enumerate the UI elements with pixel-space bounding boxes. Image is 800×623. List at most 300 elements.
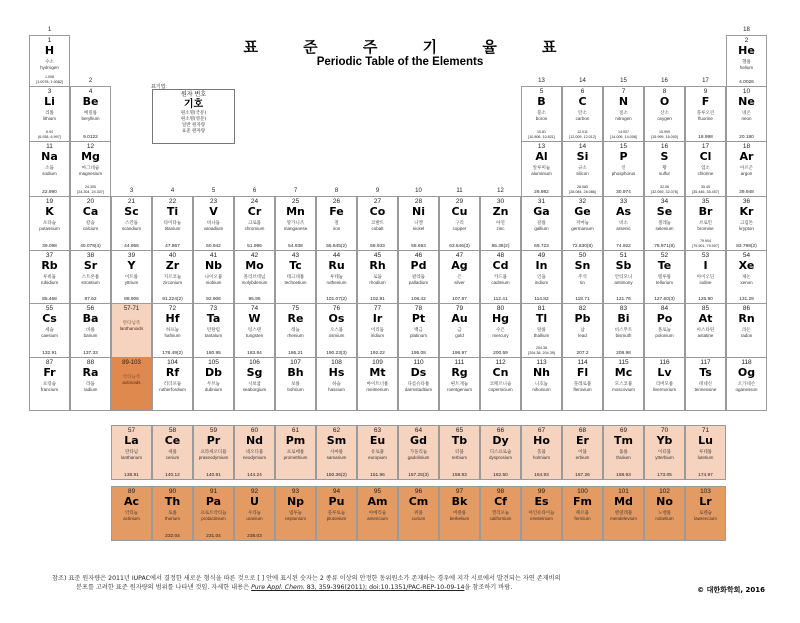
atomic-number: 118 <box>741 359 752 366</box>
element-cell-zn[interactable] <box>480 196 521 251</box>
element-cell-tc[interactable] <box>275 250 316 304</box>
element-cell-og[interactable] <box>726 357 767 411</box>
element-cell-b[interactable] <box>521 86 562 142</box>
element-name-ko: 폴로늄 <box>657 327 672 332</box>
element-name-ko: 디스프로슘 <box>489 449 512 454</box>
group-label: 10 <box>415 188 422 194</box>
element-name-ko: 프랑슘 <box>42 381 57 386</box>
element-cell-pd[interactable] <box>398 250 439 304</box>
element-name-en: platinum <box>409 333 427 338</box>
atomic-number: 44 <box>332 252 341 259</box>
element-cell-bk[interactable] <box>439 486 480 541</box>
element-name-ko: 리버모륨 <box>655 381 674 386</box>
atomic-weight: 132.91 <box>42 351 57 356</box>
element-symbol: Sm <box>326 434 347 447</box>
element-name-en: germanium <box>571 226 594 231</box>
element-cell-mo[interactable] <box>234 250 275 304</box>
element-name-en: europium <box>368 455 387 460</box>
element-cell-te[interactable] <box>644 250 685 304</box>
atomic-weight: [10.806, 10.821] <box>528 135 555 139</box>
atomic-weight: 65.38(2) <box>491 244 510 249</box>
element-symbol: Ds <box>410 366 427 379</box>
atomic-number: 89 <box>127 488 136 495</box>
atomic-weight: [24.304, 24.307] <box>77 190 104 194</box>
element-symbol: S <box>660 150 669 163</box>
element-name-ko: 타이타늄 <box>163 220 182 225</box>
element-cell-h[interactable] <box>29 35 70 87</box>
element-cell-ho[interactable] <box>521 425 562 480</box>
element-cell-al[interactable] <box>521 141 562 197</box>
element-cell-tb[interactable] <box>439 425 480 480</box>
element-name-ko: 마이트너륨 <box>366 381 389 386</box>
element-symbol: Cm <box>408 495 429 508</box>
atomic-number: 92 <box>250 488 259 495</box>
conventional-weight: 32.06 <box>660 185 669 189</box>
element-cell-fm[interactable] <box>562 486 603 541</box>
element-cell-se[interactable] <box>644 196 685 251</box>
element-name-ko: 다름슈타튬 <box>407 381 430 386</box>
element-symbol: Lr <box>699 495 712 508</box>
element-cell-f[interactable] <box>685 86 726 142</box>
element-name-en: moscovium <box>612 387 635 392</box>
atomic-number: 8 <box>662 88 667 95</box>
element-cell-cn[interactable] <box>480 357 521 411</box>
element-cell-sb[interactable] <box>603 250 644 304</box>
element-cell-li[interactable] <box>29 86 70 142</box>
element-cell-rn[interactable] <box>726 303 767 358</box>
element-symbol: Ti <box>166 205 179 218</box>
element-cell-cf[interactable] <box>480 486 521 541</box>
atomic-number: 18 <box>742 143 751 150</box>
element-name-ko: 인듐 <box>537 274 546 279</box>
element-name-ko: 아메리슘 <box>368 510 387 515</box>
element-symbol: Si <box>576 150 589 163</box>
element-cell-o[interactable] <box>644 86 685 142</box>
element-cell-ts[interactable] <box>685 357 726 411</box>
element-cell-ce[interactable] <box>152 425 193 480</box>
atomic-weight: 238.03 <box>247 534 262 539</box>
atomic-weight: 150.36(2) <box>326 473 347 478</box>
element-cell-eu[interactable] <box>357 425 398 480</box>
atomic-weight: 183.84 <box>247 351 262 356</box>
atomic-number: 60 <box>250 427 259 434</box>
element-cell-he[interactable] <box>726 35 767 87</box>
atomic-number: 13 <box>537 143 546 150</box>
element-name-ko: 규소 <box>578 165 587 170</box>
element-symbol: At <box>698 312 713 325</box>
element-cell-la[interactable] <box>111 425 152 480</box>
series-placeholder-actinoids[interactable] <box>111 357 152 411</box>
element-name-en: cerium <box>165 455 180 460</box>
element-cell-mn[interactable] <box>275 196 316 251</box>
element-name-en: gadolinium <box>407 455 430 460</box>
atomic-number: 64 <box>414 427 423 434</box>
element-cell-be[interactable] <box>70 86 111 142</box>
atomic-number: 76 <box>332 305 341 312</box>
element-name-ko: 텅스텐 <box>247 327 262 332</box>
element-name-ko: 포타슘 <box>42 220 57 225</box>
element-symbol: Cf <box>494 495 507 508</box>
atomic-number: 102 <box>659 488 670 495</box>
element-cell-fl[interactable] <box>562 357 603 411</box>
element-cell-bh[interactable] <box>275 357 316 411</box>
element-cell-gd[interactable] <box>398 425 439 480</box>
element-symbol: Sr <box>83 259 98 272</box>
atomic-number: 115 <box>618 359 629 366</box>
atomic-number: 74 <box>250 305 259 312</box>
element-symbol: Co <box>369 205 386 218</box>
atomic-weight: 91.224(2) <box>162 297 183 302</box>
group-label: 11 <box>456 188 463 194</box>
element-cell-re[interactable] <box>275 303 316 358</box>
atomic-number: 43 <box>291 252 300 259</box>
element-name-ko: 나이오븀 <box>204 274 223 279</box>
element-name-en: copernicium <box>488 387 513 392</box>
element-cell-pb[interactable] <box>562 303 603 358</box>
element-name-ko: 유로퓸 <box>370 449 385 454</box>
element-name-ko: 아인슈타이늄 <box>528 510 555 515</box>
element-name-ko: 탈륨 <box>537 327 546 332</box>
element-symbol: Hf <box>165 312 180 325</box>
element-cell-mg[interactable] <box>70 141 111 197</box>
element-symbol: Yb <box>656 434 673 447</box>
atomic-number: 63 <box>373 427 382 434</box>
element-cell-rg[interactable] <box>439 357 480 411</box>
element-name-en: lawrencium <box>694 516 717 521</box>
series-placeholder-lanthanoids[interactable] <box>111 303 152 358</box>
atomic-weight: [204.38, 204.39] <box>528 351 555 355</box>
element-cell-sc[interactable] <box>111 196 152 251</box>
element-symbol: Fl <box>576 366 589 379</box>
element-cell-u[interactable] <box>234 486 275 541</box>
conventional-weight: 14.007 <box>618 130 629 134</box>
element-symbol: Rb <box>41 259 58 272</box>
atomic-number: 48 <box>496 252 505 259</box>
element-name-ko: 루테튬 <box>698 449 713 454</box>
element-name-en: antimony <box>614 280 633 285</box>
element-cell-cr[interactable] <box>234 196 275 251</box>
atomic-number: 33 <box>619 198 628 205</box>
atomic-number: 109 <box>372 359 383 366</box>
series-name-en: actinoids <box>122 380 141 385</box>
element-symbol: Mt <box>369 366 386 379</box>
element-symbol: O <box>659 95 670 108</box>
group-label: 15 <box>620 78 627 84</box>
element-name-en: ruthenium <box>326 280 347 285</box>
element-cell-er[interactable] <box>562 425 603 480</box>
atomic-weight: 26.982 <box>534 190 549 195</box>
group-label: 9 <box>375 188 380 194</box>
element-cell-i[interactable] <box>685 250 726 304</box>
element-name-en: lithium <box>42 116 56 121</box>
element-cell-ca[interactable] <box>70 196 111 251</box>
element-name-en: bohrium <box>287 387 304 392</box>
element-symbol: K <box>45 205 54 218</box>
element-cell-dy[interactable] <box>480 425 521 480</box>
element-cell-lv[interactable] <box>644 357 685 411</box>
element-cell-cu[interactable] <box>439 196 480 251</box>
element-cell-es[interactable] <box>521 486 562 541</box>
element-cell-ar[interactable] <box>726 141 767 197</box>
element-cell-lr[interactable] <box>685 486 726 541</box>
element-cell-s[interactable] <box>644 141 685 197</box>
element-cell-at[interactable] <box>685 303 726 358</box>
element-name-ko: 소듐 <box>45 165 54 170</box>
atomic-weight: 106.42 <box>411 297 426 302</box>
element-name-ko: 주석 <box>578 274 587 279</box>
element-cell-na[interactable] <box>29 141 70 197</box>
element-cell-fr[interactable] <box>29 357 70 411</box>
element-name-en: meitnerium <box>366 387 389 392</box>
element-name-ko: 아이오딘 <box>696 274 715 279</box>
element-cell-cl[interactable] <box>685 141 726 197</box>
element-cell-as[interactable] <box>603 196 644 251</box>
element-symbol: Tl <box>535 312 548 325</box>
element-cell-mc[interactable] <box>603 357 644 411</box>
element-cell-nh[interactable] <box>521 357 562 411</box>
element-symbol: Mn <box>286 205 305 218</box>
element-cell-pa[interactable] <box>193 486 234 541</box>
footnote-text: 분포를 고려한 표준 원자량의 범위를 나타낸 것임. 자세한 내용은 <box>76 584 252 591</box>
element-symbol: Db <box>204 366 222 379</box>
element-cell-pt[interactable] <box>398 303 439 358</box>
element-name-ko: 베릴륨 <box>83 110 98 115</box>
element-cell-tl[interactable] <box>521 303 562 358</box>
element-cell-p[interactable] <box>603 141 644 197</box>
element-cell-pm[interactable] <box>275 425 316 480</box>
element-symbol: Np <box>286 495 305 508</box>
element-name-en: praseodymium <box>198 455 229 460</box>
element-name-en: bromine <box>697 226 714 231</box>
element-cell-cd[interactable] <box>480 250 521 304</box>
atomic-weight: 200.59 <box>493 351 508 356</box>
element-name-en: boron <box>535 116 548 121</box>
element-cell-c[interactable] <box>562 86 603 142</box>
element-symbol: Nb <box>204 259 223 272</box>
element-name-en: gallium <box>534 226 549 231</box>
element-symbol: Te <box>657 259 672 272</box>
element-cell-n[interactable] <box>603 86 644 142</box>
element-symbol: Li <box>44 95 55 108</box>
element-cell-nb[interactable] <box>193 250 234 304</box>
element-name-en: francium <box>40 387 59 392</box>
atomic-number: 72 <box>168 305 177 312</box>
element-name-ko: 세륨 <box>168 449 177 454</box>
element-name-en: nickel <box>412 226 425 231</box>
element-symbol: W <box>248 312 261 325</box>
element-cell-rb[interactable] <box>29 250 70 304</box>
atomic-number: 69 <box>619 427 628 434</box>
atomic-weight: 208.98 <box>616 351 631 356</box>
element-cell-ne[interactable] <box>726 86 767 142</box>
element-cell-hg[interactable] <box>480 303 521 358</box>
atomic-number: 93 <box>291 488 300 495</box>
element-cell-ds[interactable] <box>398 357 439 411</box>
element-cell-br[interactable] <box>685 196 726 251</box>
element-name-ko: 바륨 <box>86 327 95 332</box>
element-name-en: thulium <box>616 455 631 460</box>
atomic-number: 28 <box>414 198 423 205</box>
element-name-ko: 라듐 <box>86 381 95 386</box>
atomic-weight: 174.97 <box>698 473 713 478</box>
atomic-number: 117 <box>700 359 711 366</box>
atomic-weight: 58.933 <box>370 244 385 249</box>
element-cell-lu[interactable] <box>685 425 726 480</box>
element-name-en: gold <box>455 333 464 338</box>
element-cell-co[interactable] <box>357 196 398 251</box>
element-name-ko: 백금 <box>414 327 423 332</box>
element-cell-k[interactable] <box>29 196 70 251</box>
atomic-number: 56 <box>86 305 95 312</box>
element-symbol: Zn <box>492 205 509 218</box>
element-symbol: Ra <box>82 366 99 379</box>
element-cell-ba[interactable] <box>70 303 111 358</box>
group-label: 17 <box>702 78 709 84</box>
element-name-en: tellurium <box>655 280 673 285</box>
group-label: 8 <box>334 188 339 194</box>
element-cell-in[interactable] <box>521 250 562 304</box>
element-cell-sr[interactable] <box>70 250 111 304</box>
atomic-number: 21 <box>127 198 136 205</box>
element-cell-si[interactable] <box>562 141 603 197</box>
element-cell-y[interactable] <box>111 250 152 304</box>
atomic-weight: 127.60(3) <box>654 297 675 302</box>
element-cell-tm[interactable] <box>603 425 644 480</box>
element-cell-ni[interactable] <box>398 196 439 251</box>
element-cell-ge[interactable] <box>562 196 603 251</box>
atomic-number: 32 <box>578 198 587 205</box>
footnote-line-1: 참조) 표준 원자량은 2011년 IUPAC에서 결정한 새로운 형식을 따른 것으로 [ ] 안에 표시된 숫자는 2 종류 이상의 안정한 동위원소가 존재하는 경우에 지각 시료에서 발견되는 자연 존재비의 <box>52 575 561 582</box>
element-symbol: Ag <box>451 259 468 272</box>
element-name-en: vanadium <box>203 226 224 231</box>
element-cell-th[interactable] <box>152 486 193 541</box>
element-name-ko: 홀뮴 <box>537 449 546 454</box>
atomic-number: 23 <box>209 198 218 205</box>
element-cell-w[interactable] <box>234 303 275 358</box>
element-cell-pu[interactable] <box>316 486 357 541</box>
element-symbol: Cu <box>451 205 468 218</box>
element-name-en: oganesson <box>735 387 758 392</box>
element-name-ko: 토륨 <box>168 510 177 515</box>
element-name-ko: 테네신 <box>698 381 713 386</box>
element-cell-rf[interactable] <box>152 357 193 411</box>
element-cell-md[interactable] <box>603 486 644 541</box>
element-cell-pr[interactable] <box>193 425 234 480</box>
journal-reference: Pure Appl. Chem. <box>251 584 305 591</box>
atomic-weight: 44.956 <box>124 244 139 249</box>
element-cell-po[interactable] <box>644 303 685 358</box>
element-cell-nd[interactable] <box>234 425 275 480</box>
element-cell-ti[interactable] <box>152 196 193 251</box>
element-cell-cs[interactable] <box>29 303 70 358</box>
element-cell-kr[interactable] <box>726 196 767 251</box>
element-cell-ru[interactable] <box>316 250 357 304</box>
doi-reference: 83, 359-396(2011); doi:10.1351/PAC-REP-10-09-14 <box>304 584 465 591</box>
element-name-en: manganese <box>283 226 308 231</box>
atomic-number: 54 <box>742 252 751 259</box>
element-name-en: americium <box>367 516 388 521</box>
element-cell-hf[interactable] <box>152 303 193 358</box>
atomic-number: 79 <box>455 305 464 312</box>
atomic-weight: 50.942 <box>206 244 221 249</box>
atomic-number: 38 <box>86 252 95 259</box>
element-symbol: Rg <box>451 366 468 379</box>
element-cell-sg[interactable] <box>234 357 275 411</box>
element-name-ko: 구리 <box>455 220 464 225</box>
element-name-en: nitrogen <box>615 116 632 121</box>
atomic-number: 111 <box>454 359 465 366</box>
atomic-number: 81 <box>537 305 546 312</box>
atomic-weight: 4.0026 <box>739 80 754 85</box>
element-cell-ir[interactable] <box>357 303 398 358</box>
element-cell-os[interactable] <box>316 303 357 358</box>
element-cell-xe[interactable] <box>726 250 767 304</box>
element-symbol: I <box>703 259 708 272</box>
atomic-weight: 207.2 <box>576 351 589 356</box>
element-symbol: Lv <box>657 366 672 379</box>
element-cell-db[interactable] <box>193 357 234 411</box>
element-cell-np[interactable] <box>275 486 316 541</box>
element-cell-ra[interactable] <box>70 357 111 411</box>
atomic-weight: 83.798(2) <box>736 244 757 249</box>
element-cell-am[interactable] <box>357 486 398 541</box>
element-cell-bi[interactable] <box>603 303 644 358</box>
element-cell-yb[interactable] <box>644 425 685 480</box>
element-symbol: V <box>209 205 218 218</box>
element-name-ko: 레늄 <box>291 327 300 332</box>
element-cell-no[interactable] <box>644 486 685 541</box>
atomic-number: 3 <box>47 88 52 95</box>
element-name-en: holmium <box>532 455 550 460</box>
element-cell-ac[interactable] <box>111 486 152 541</box>
element-cell-ga[interactable] <box>521 196 562 251</box>
element-name-ko: 안티모니 <box>614 274 633 279</box>
atomic-weight: [12.009, 12.012] <box>569 135 596 139</box>
element-cell-fe[interactable] <box>316 196 357 251</box>
element-name-en: lead <box>578 333 587 338</box>
element-name-en: iron <box>332 226 341 231</box>
element-name-en: dubnium <box>204 387 223 392</box>
element-cell-hs[interactable] <box>316 357 357 411</box>
element-cell-au[interactable] <box>439 303 480 358</box>
atomic-weight: 121.76 <box>616 297 631 302</box>
element-cell-sm[interactable] <box>316 425 357 480</box>
element-cell-cm[interactable] <box>398 486 439 541</box>
element-cell-v[interactable] <box>193 196 234 251</box>
element-name-ko: 플루토늄 <box>327 510 346 515</box>
element-name-ko: 프라세오디뮴 <box>200 449 227 454</box>
element-cell-ta[interactable] <box>193 303 234 358</box>
atomic-number: 75 <box>291 305 300 312</box>
element-name-en: indium <box>534 280 549 285</box>
element-name-ko: 오가네손 <box>737 381 756 386</box>
element-symbol: Fe <box>329 205 344 218</box>
element-name-ko: 라돈 <box>742 327 751 332</box>
element-name-en: tennessine <box>694 387 717 392</box>
atomic-number: 39 <box>127 252 136 259</box>
element-cell-mt[interactable] <box>357 357 398 411</box>
element-name-en: silicon <box>576 171 589 176</box>
element-symbol: Pr <box>206 434 221 447</box>
element-name-ko: 로렌슘 <box>698 510 713 515</box>
element-name-ko: 비스무트 <box>614 327 633 332</box>
element-cell-ag[interactable] <box>439 250 480 304</box>
atomic-number: 94 <box>332 488 341 495</box>
element-cell-zr[interactable] <box>152 250 193 304</box>
conventional-weight: 28.085 <box>577 185 588 189</box>
element-cell-rh[interactable] <box>357 250 398 304</box>
element-cell-sn[interactable] <box>562 250 603 304</box>
